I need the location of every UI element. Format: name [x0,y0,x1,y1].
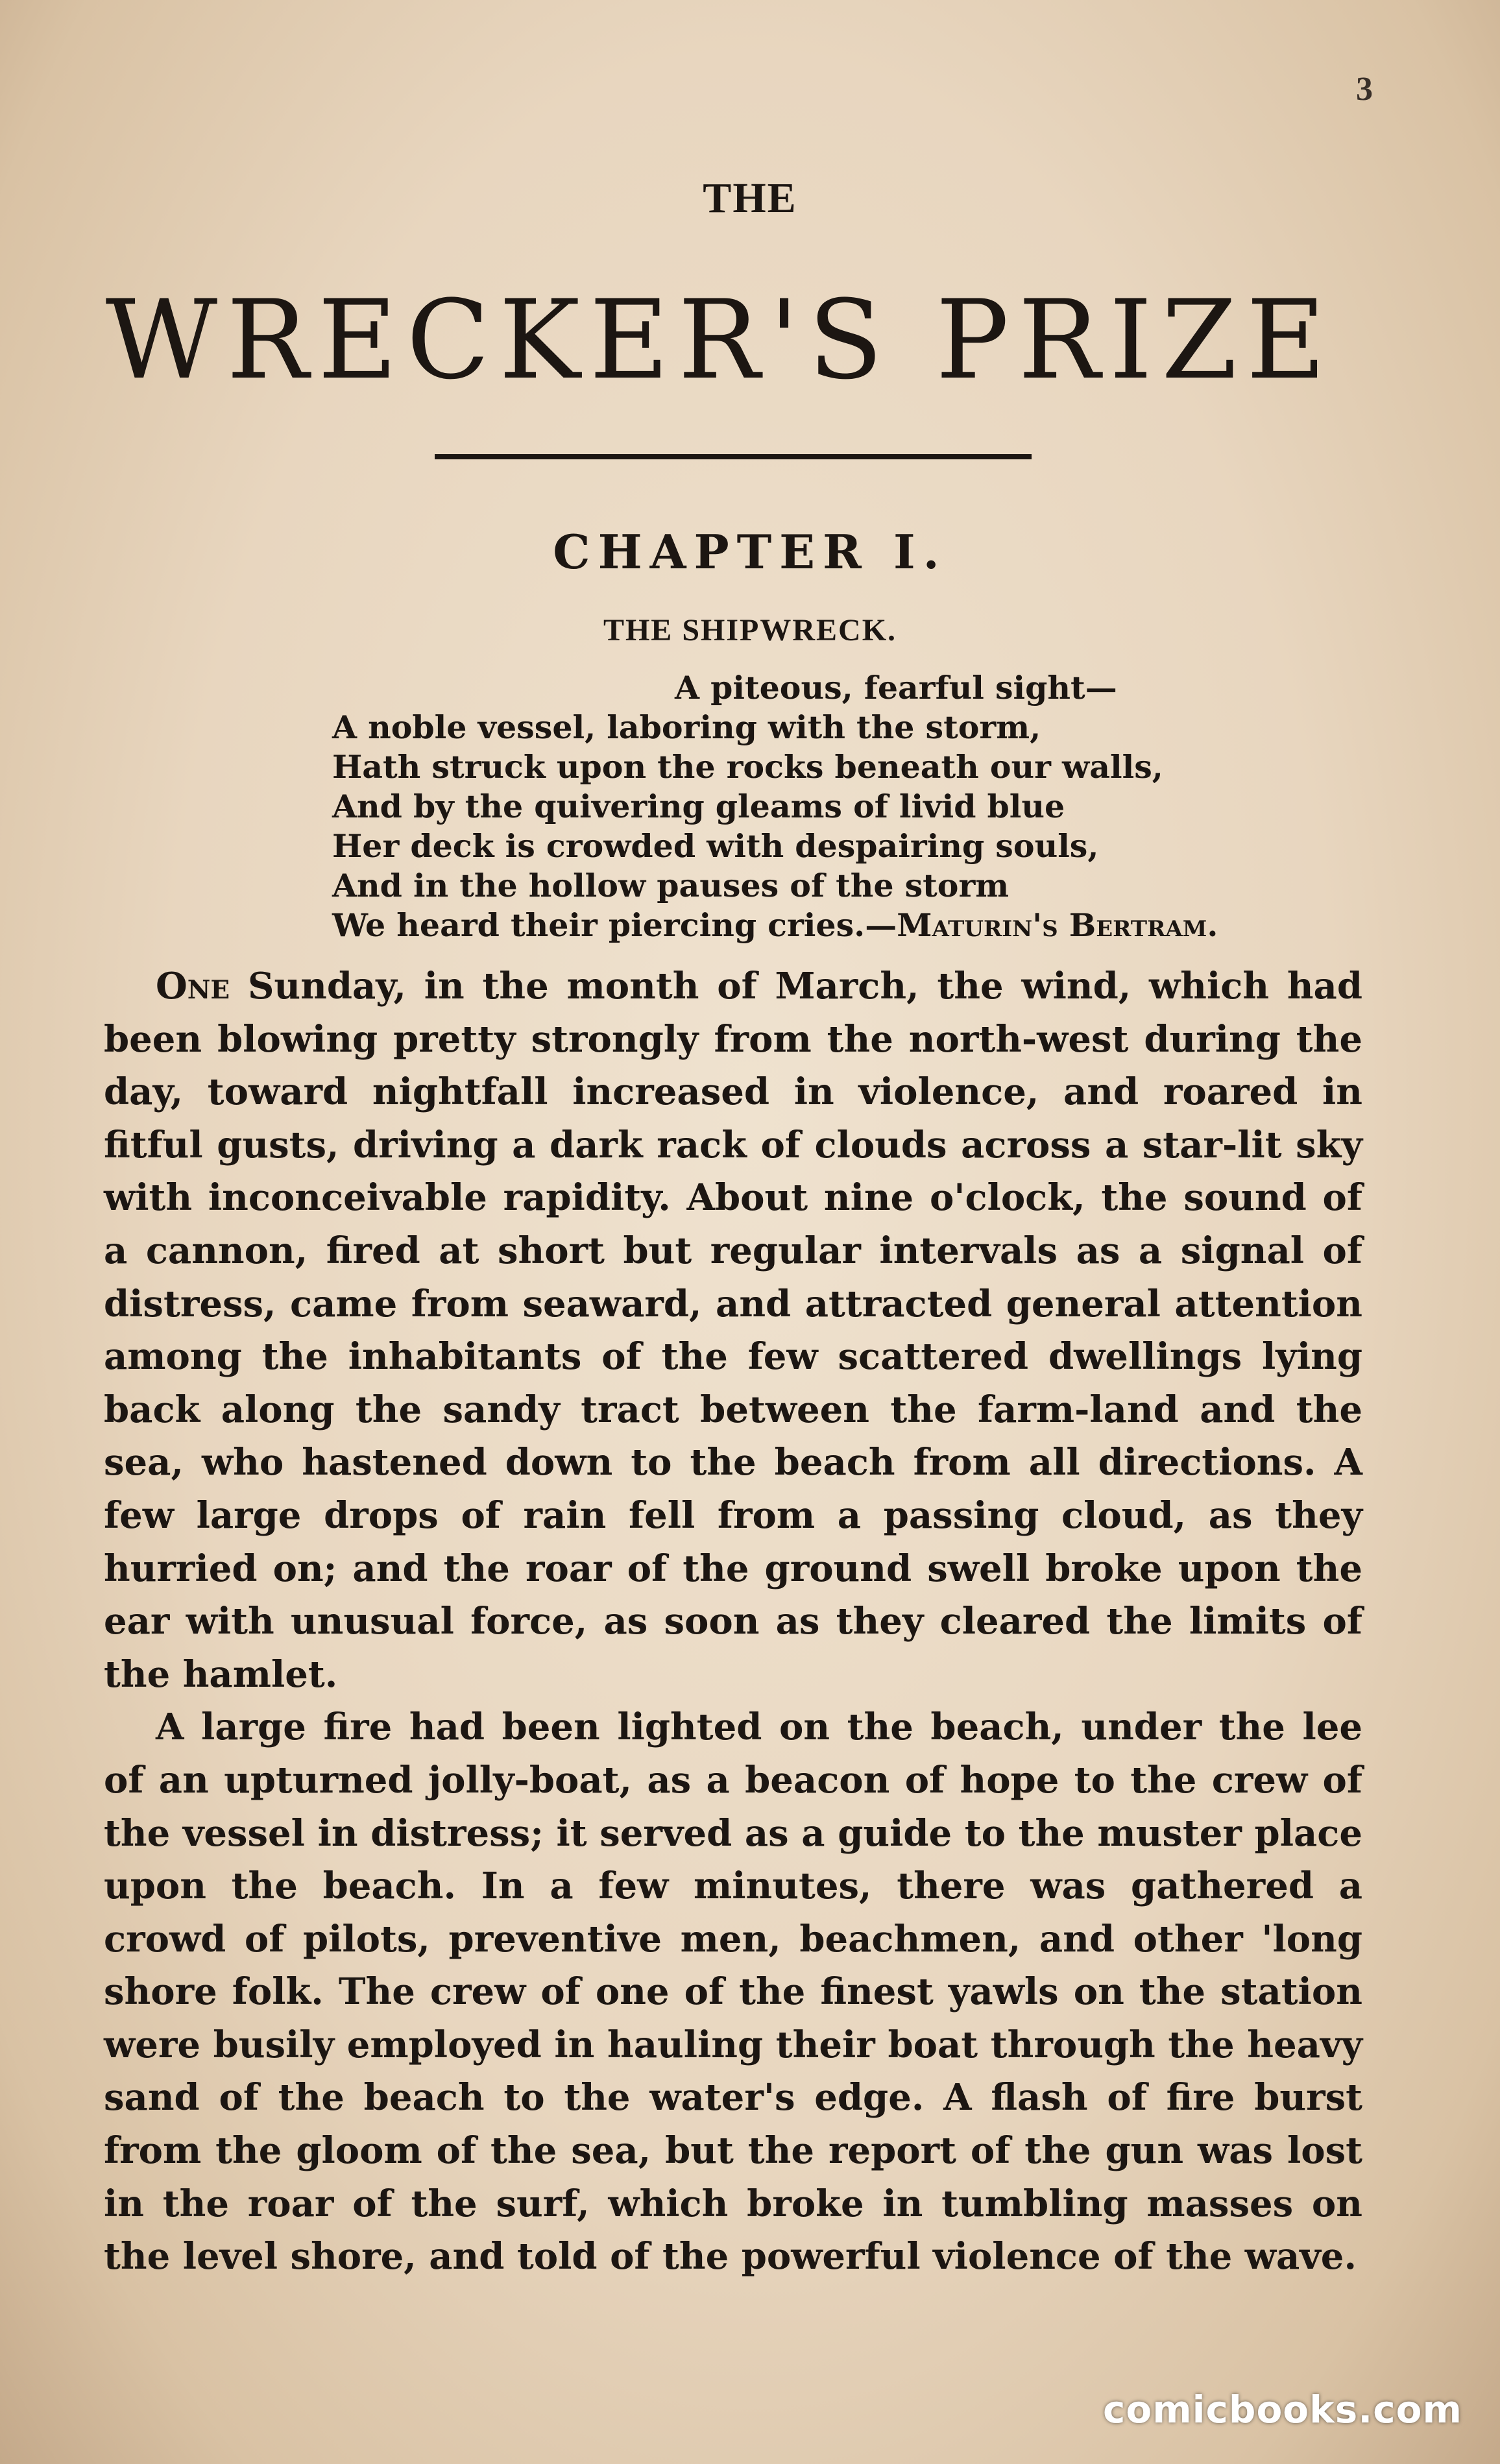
epigraph-line: And in the hollow pauses of the storm [332,867,1010,904]
paragraph [104,960,1362,1701]
chapter-body [104,960,1362,2284]
watermark: comicbooks.com [1103,2387,1462,2432]
epigraph-line: Hath struck upon the rocks beneath our walls, [332,748,1163,786]
epigraph-line: And by the quivering gleams of livid blue [332,788,1065,825]
title-article: THE [703,175,797,222]
epigraph-attribution: Maturin's Bertram. [897,906,1218,944]
chapter-heading: CHAPTER I. [553,524,947,579]
epigraph-last-line: We heard their piercing cries.— [332,906,897,944]
paragraph-text: Sunday, in the month of March, the wind, which had been blowing pretty strongly from the north-west during the day, toward nightfall increased in violence, and roared in fitful gusts, driving a dark rack of clouds across a star-lit sky with inconceivable rapidity. About nine o'clock, the sound of a cannon, fired at short but regular intervals as a signal of distress, came from seaward, and attracted general attention among the inhabitants of the few scattered dwellings lying back along the sandy tract between the farm-land and the sea, who hastened down to the beach from all directions. A few large drops of rain fell from a passing cloud, as they hurried on; and the roar of the ground swell broke upon the ear with unusual force, as soon as they cleared the limits of the hamlet. [104,965,1362,1696]
page-title: WRECKER'S PRIZE [105,276,1335,404]
epigraph-line [332,906,1218,945]
paragraph-lead-word: One [156,965,230,1008]
epigraph-line: A piteous, fearful sight— [675,669,1117,707]
epigraph-line: Her deck is crowded with despairing souls, [332,827,1099,865]
epigraph-line: A noble vessel, laboring with the storm, [332,708,1041,746]
chapter-subtitle: THE SHIPWRECK. [603,613,897,647]
page-number: 3 [1356,71,1373,108]
title-divider [435,454,1032,459]
paragraph: A large fire had been lighted on the beach, under the lee of an upturned jolly-boat, as a beacon of hope to the crew of the vessel in distress; it served as a guide to the muster place upon the beach. In a few minutes, there was gathered a crowd of pilots, preventive men, beachmen, and other 'long shore folk. The crew of one of the finest yawls on the station were busily employed in hauling their boat through the heavy sand of the beach to the water's edge. A flash of fire burst from the gloom of the sea, but the report of the gun was lost in the roar of the surf, which broke in tumbling masses on the level shore, and told of the powerful violence of the wave. [104,1706,1362,2278]
